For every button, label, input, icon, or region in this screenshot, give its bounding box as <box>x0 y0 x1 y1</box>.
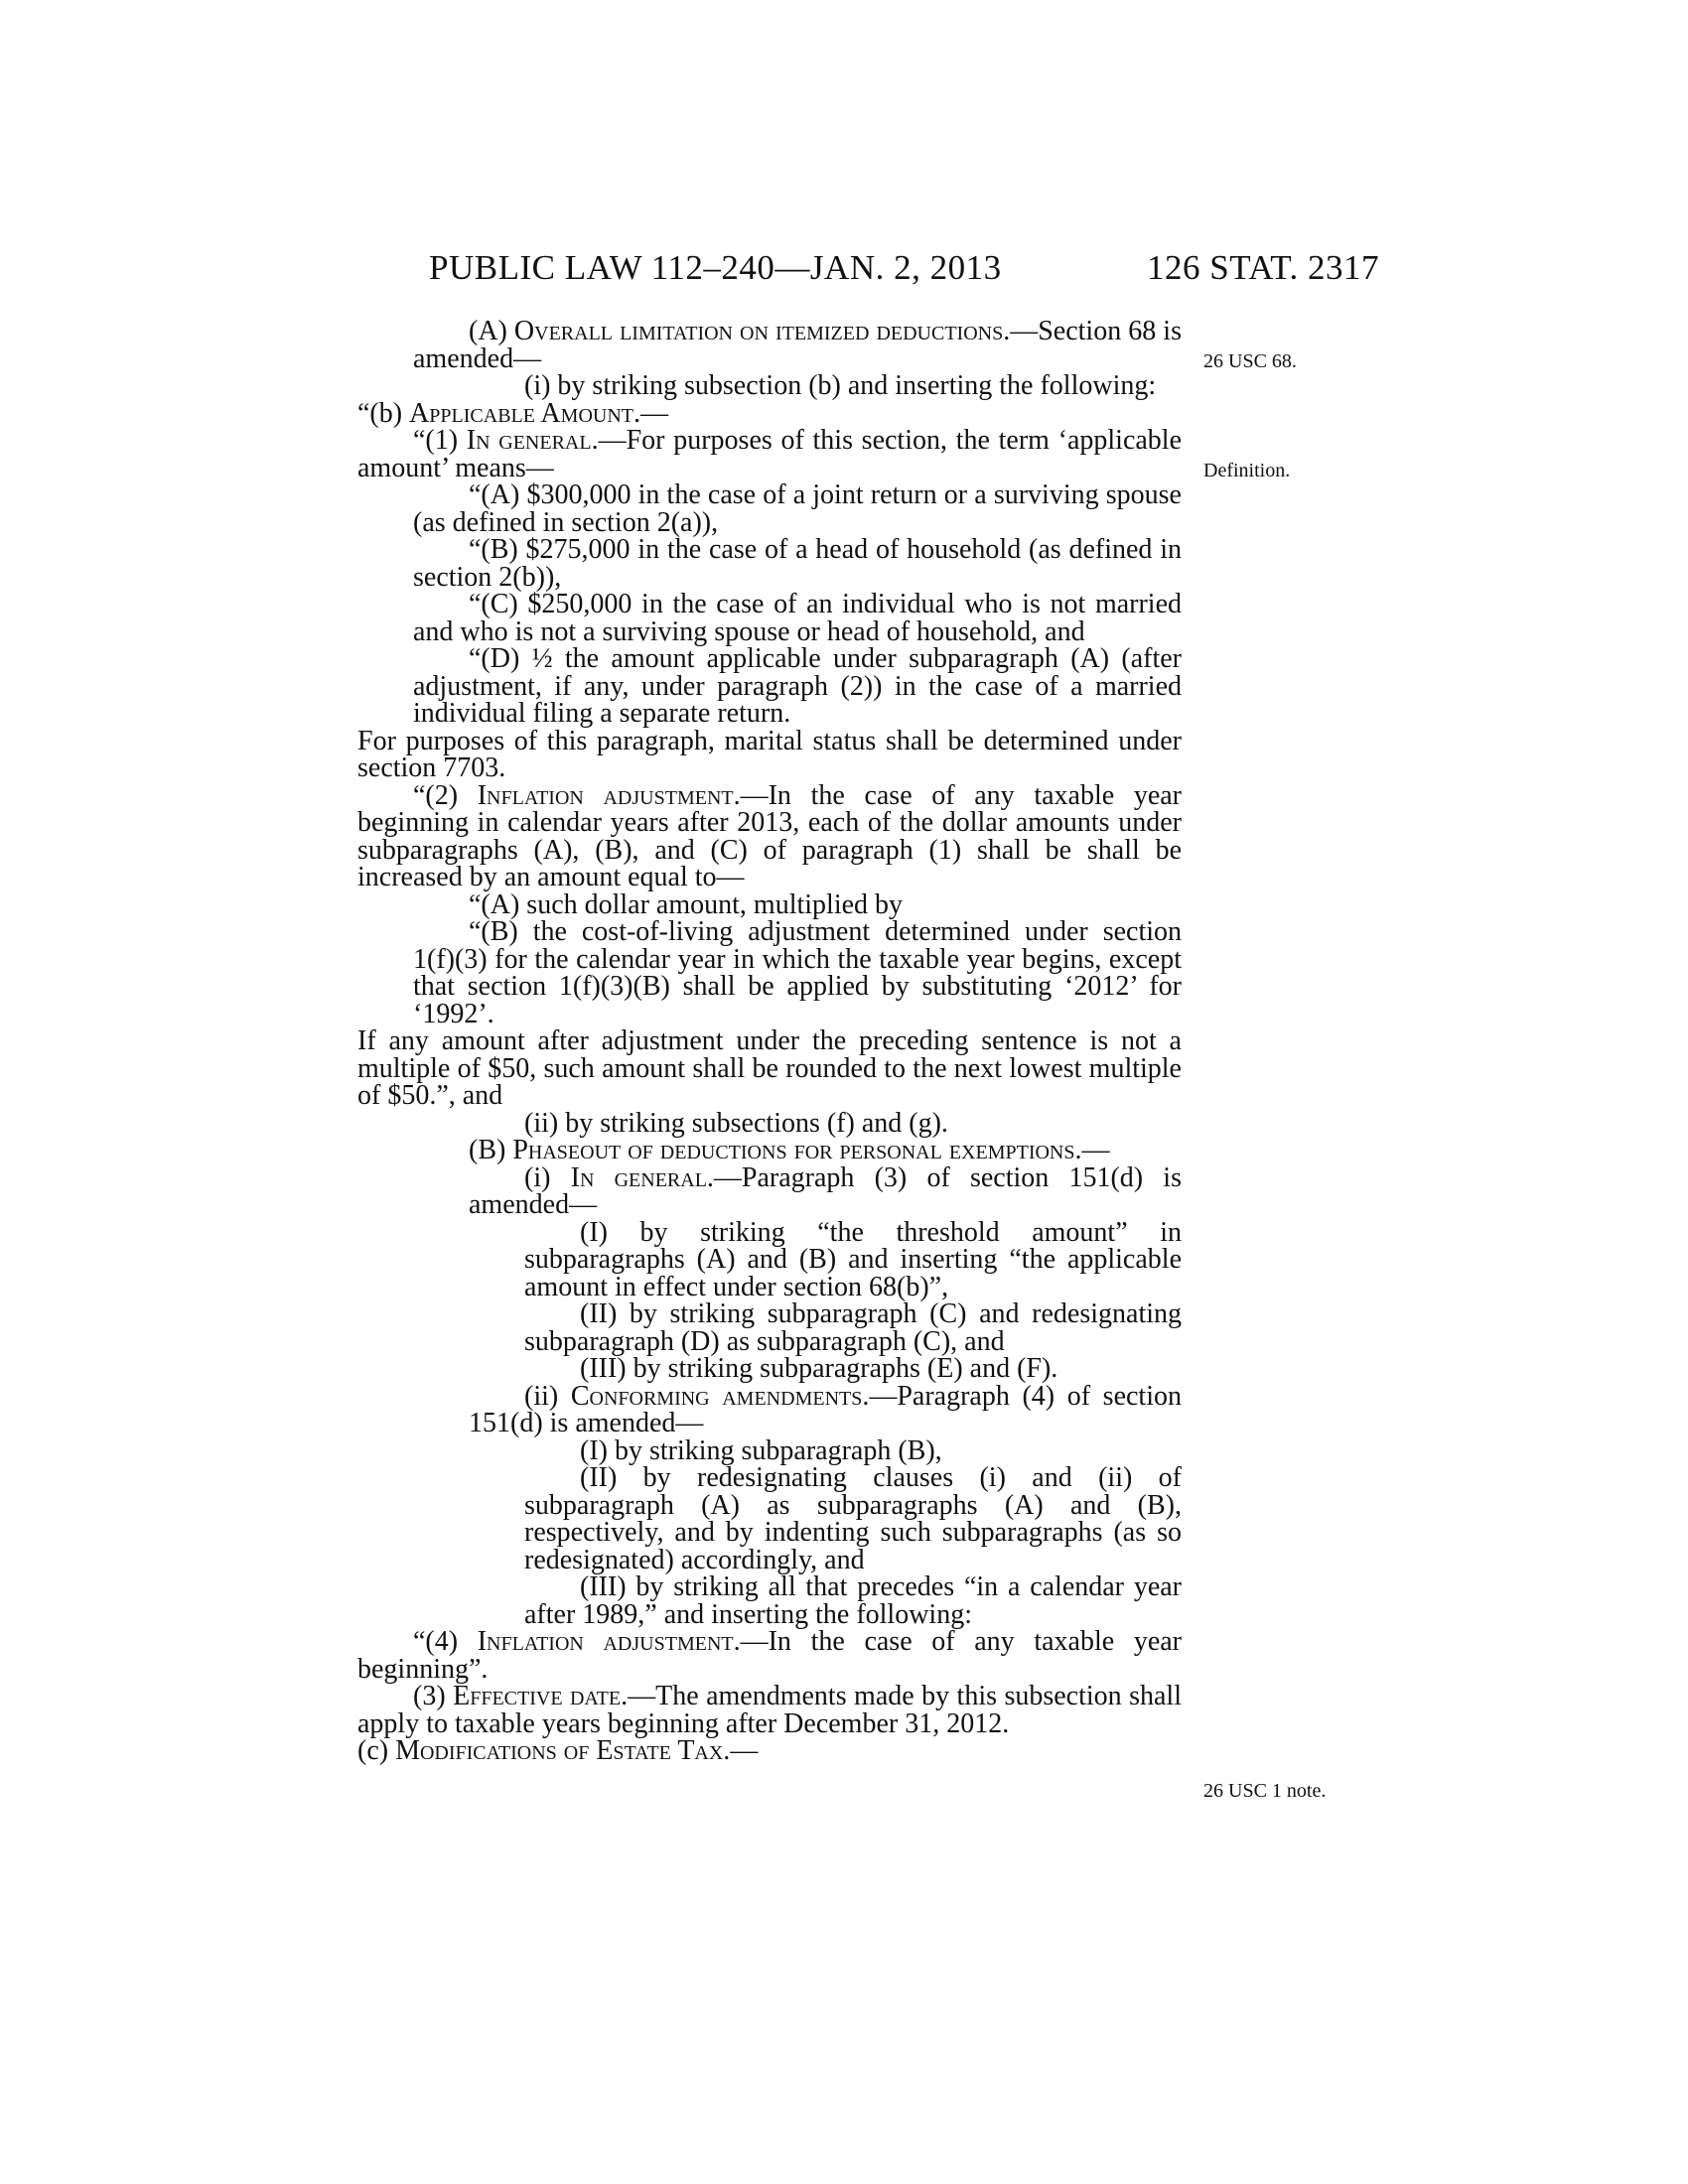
paragraph-text: —Paragraph (4) of section 151(d) is amended— <box>469 1380 1182 1438</box>
paragraph-heading: Applicable Amount. <box>409 397 640 429</box>
paragraph-text: —In the case of any taxable year beginning in calendar years after 2013, each of the dollar amounts under subparagraphs (A), (B), and (C) of paragraph (1) shall be shall be increased by an amount equal to— <box>357 779 1183 892</box>
paragraph-label: “(b) <box>357 397 410 429</box>
subclause-ii-redesignating-clauses: (II) by redesignating clauses (i) and (ii) of subparagraph (A) as subparagraphs (A) and (B), respectively, and by indenting such subparagraphs (as so redesignated) accordingly, and <box>524 1462 1182 1575</box>
paragraph-heading: Effective date. <box>453 1681 629 1711</box>
paragraph-rounding: If any amount after adjustment under the preceding sentence is not a multiple of $50, such amount shall be rounded to the next lowest multiple of $50.”, and <box>357 1025 1182 1111</box>
subparagraph-b-cost-of-living: “(B) the cost-of-living adjustment determined under section 1(f)(3) for the calendar year in which the taxable year begins, except that section 1(f)(3)(B) shall be applied by substituting ‘2012’ for ‘1992’. <box>413 916 1182 1029</box>
paragraph-4-inflation-adjustment <box>357 1628 1182 1683</box>
paragraph-text: —The amendments made by this subsection shall apply to taxable years beginning after December 31, 2012. <box>357 1681 1182 1739</box>
clause-ii-conforming <box>357 1380 1182 1438</box>
paragraph-ii-striking-f-g: (ii) by striking subsections (f) and (g). <box>524 1107 948 1139</box>
paragraph-3-effective-date <box>357 1683 1182 1737</box>
paragraph-heading: Overall limitation on itemized deductions. <box>513 316 1011 346</box>
margin-note-definition: Definition. <box>1203 460 1291 481</box>
paragraph-heading: In general. <box>570 1161 714 1193</box>
paragraph-2-inflation-adjustment <box>357 779 1183 892</box>
subclause-i-striking-b: (I) by striking subparagraph (B), <box>580 1434 942 1466</box>
paragraph-label: “(1) <box>413 425 467 456</box>
clause-i-in-general <box>357 1161 1182 1220</box>
paragraph-label: “(2) <box>413 779 478 811</box>
paragraph-b-applicable-amount <box>357 397 1182 429</box>
paragraph-label: (A) <box>469 316 514 346</box>
paragraph-heading: Conforming amendments. <box>570 1380 870 1412</box>
page-header-title: PUBLIC LAW 112–240—JAN. 2, 2013 <box>429 248 1002 287</box>
paragraph-text: — <box>1081 1135 1110 1165</box>
paragraph-text: —Paragraph (3) of section 151(d) is amended— <box>469 1161 1182 1220</box>
paragraph-label: (c) <box>357 1735 396 1766</box>
paragraph-label: (B) <box>469 1135 513 1165</box>
page-header-stat: 126 STAT. 2317 <box>1147 248 1379 287</box>
paragraph-label: (i) <box>524 1161 571 1193</box>
paragraph-text: — <box>639 397 668 429</box>
margin-note-26-usc-68: 26 USC 68. <box>1203 350 1297 372</box>
subparagraph-c-250000: “(C) $250,000 in the case of an individual who is not married and who is not a surviving spouse or head of household, and <box>413 589 1182 647</box>
subparagraph-d-half: “(D) ½ the amount applicable under subparagraph (A) (after adjustment, if any, under paragraph (2)) in the case of a married individual filing a separate return. <box>413 643 1182 729</box>
margin-note-26-usc-1-note: 26 USC 1 note. <box>1203 1780 1327 1802</box>
subclause-iii-striking-precedes: (III) by striking all that precedes “in a calendar year after 1989,” and inserting the following: <box>524 1571 1182 1630</box>
paragraph-text: —In the case of any taxable year beginning”. <box>357 1626 1183 1685</box>
paragraph-heading: Phaseout of deductions for personal exemptions. <box>512 1135 1082 1165</box>
subparagraph-b-275000: “(B) $275,000 in the case of a head of household (as defined in section 2(b)), <box>413 534 1182 593</box>
paragraph-a-overall-limitation <box>357 318 1182 372</box>
paragraph-c-estate-tax <box>357 1737 1182 1765</box>
paragraph-text: —For purposes of this section, the term ‘applicable amount’ means— <box>357 425 1183 483</box>
paragraph-text: — <box>730 1735 759 1766</box>
paragraph-1-in-general <box>357 427 1182 481</box>
document-body <box>357 318 1182 1765</box>
paragraph-label: (3) <box>413 1681 454 1711</box>
paragraph-heading: In general. <box>466 425 599 456</box>
paragraph-text: —Section 68 is amended— <box>413 316 1182 374</box>
subparagraph-a-300000: “(A) $300,000 in the case of a joint return or a surviving spouse (as defined in section 2(a)), <box>413 479 1182 538</box>
subclause-iii-striking-e-f: (III) by striking subparagraphs (E) and (F). <box>580 1353 1058 1384</box>
paragraph-marital-status: For purposes of this paragraph, marital status shall be determined under section 7703. <box>357 725 1182 783</box>
paragraph-i-striking-b: (i) by striking subsection (b) and inserting the following: <box>524 370 1157 401</box>
subclause-i-threshold: (I) by striking “the threshold amount” in subparagraphs (A) and (B) and inserting “the applicable amount in effect under section 68(b)”, <box>524 1216 1182 1302</box>
paragraph-heading: Inflation adjustment. <box>477 1626 741 1657</box>
paragraph-heading: Modifications of Estate Tax. <box>395 1735 731 1766</box>
paragraph-label: (ii) <box>524 1380 571 1412</box>
subclause-ii-redesignating: (II) by striking subparagraph (C) and redesignating subparagraph (D) as subparagraph (C), and <box>524 1298 1182 1357</box>
paragraph-heading: Inflation adjustment. <box>477 779 741 811</box>
subparagraph-a-dollar-amount: “(A) such dollar amount, multiplied by <box>469 888 904 920</box>
paragraph-label: “(4) <box>413 1626 478 1657</box>
paragraph-b-phaseout <box>357 1137 1182 1164</box>
